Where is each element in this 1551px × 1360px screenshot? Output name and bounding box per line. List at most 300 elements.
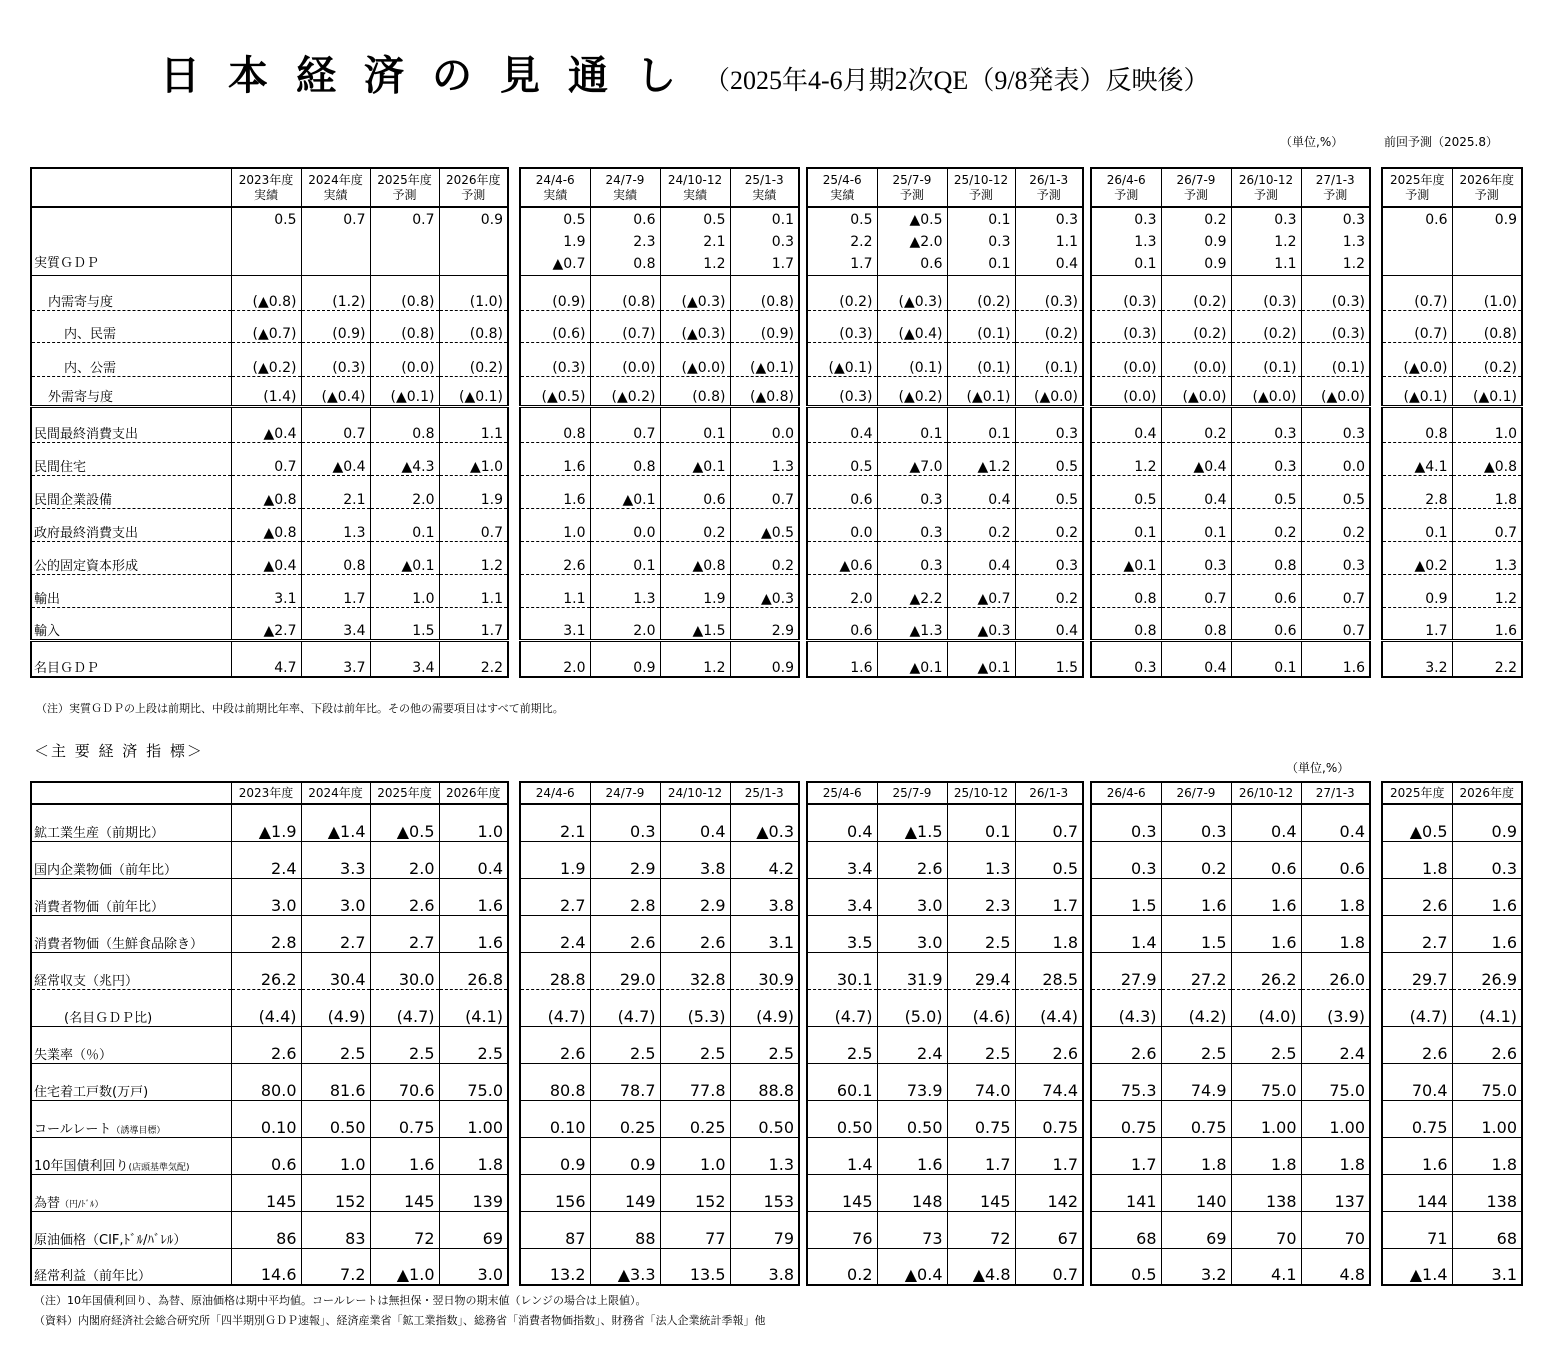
value-cell: 13.2: [549, 1265, 586, 1284]
value-cell: ▲0.4: [301, 442, 370, 475]
gdp-cell: [730, 207, 799, 275]
demand-row: [31, 541, 508, 574]
status-label: 予測: [968, 187, 993, 202]
row-label: [31, 1211, 231, 1248]
row-label-text: 原油価格（CIF,ﾄﾞﾙ/ﾊﾞﾚﾙ）: [34, 1232, 187, 1248]
value-cell: 0.2: [1301, 508, 1370, 541]
header-row: [520, 168, 799, 207]
value-cell: 86: [231, 1211, 301, 1248]
value-cell: (▲0.0): [1015, 376, 1083, 406]
indicators-table-group-0: [30, 781, 509, 1286]
row-label-text: 為替: [34, 1195, 61, 1211]
value-cell: 1.1: [439, 406, 508, 442]
status-label: 予測: [899, 187, 924, 202]
gdp-annualized: 1.3: [1342, 233, 1365, 250]
row-label: [31, 1026, 231, 1063]
value-cell: 0.2: [1161, 406, 1231, 442]
value-cell: 0.4: [807, 804, 877, 841]
gdp-qoq: ▲0.5: [909, 211, 943, 228]
value-cell: 0.0: [730, 406, 799, 442]
value-cell: 2.5: [807, 1026, 877, 1063]
real-gdp-row: [31, 207, 508, 275]
row-label: [31, 989, 231, 1026]
row-label-text: 消費者物価（生鮮食品除き）: [34, 936, 204, 952]
indicator-row: [1382, 804, 1522, 841]
column-header: 27/1-3: [1301, 782, 1370, 804]
value-cell: ▲0.1: [660, 442, 730, 475]
value-cell: (0.1): [1231, 342, 1301, 376]
value-cell: (▲0.5): [520, 376, 590, 406]
period-label: 2025年度: [1389, 172, 1445, 187]
value-cell: 28.5: [1015, 952, 1083, 989]
column-header: [370, 168, 439, 207]
value-cell: 0.2: [1015, 508, 1083, 541]
row-label: 輸出: [31, 574, 231, 607]
value-cell: 81.6: [301, 1063, 370, 1100]
indicator-row: [807, 1063, 1083, 1100]
period-label: 2026年度: [1459, 172, 1515, 187]
value-cell: 1.8: [1301, 1137, 1370, 1174]
value-cell: 3.0: [301, 878, 370, 915]
value-cell: 1.8: [1301, 915, 1370, 952]
value-cell: (0.3): [1091, 310, 1161, 342]
value-cell: (▲0.2): [590, 376, 660, 406]
value-cell: ▲1.0: [439, 442, 508, 475]
column-header: [1231, 168, 1301, 207]
value-cell: 0.3: [877, 475, 947, 508]
value-cell: 0.5: [1015, 475, 1083, 508]
value-cell: 2.5: [370, 1026, 439, 1063]
demand-row: [520, 541, 799, 574]
indicator-row: [31, 1063, 508, 1100]
value-cell: ▲0.8: [660, 541, 730, 574]
column-header: 26/10-12: [1231, 782, 1301, 804]
value-cell: 0.3: [877, 508, 947, 541]
period-label: 25/1-3: [744, 172, 784, 187]
value-cell: (4.7): [1382, 989, 1452, 1026]
indicators-table-group-1: [519, 781, 800, 1286]
value-cell: 145: [947, 1174, 1015, 1211]
column-header: 26/7-9: [1161, 782, 1231, 804]
contribution-row: [1382, 376, 1522, 406]
indicator-row: [1382, 1137, 1522, 1174]
value-cell: 2.3: [947, 878, 1015, 915]
indicator-row: [1382, 952, 1522, 989]
demand-row: [1382, 442, 1522, 475]
value-cell: 3.3: [301, 841, 370, 878]
status-label: 予測: [392, 187, 417, 202]
value-cell: 77.8: [660, 1063, 730, 1100]
value-cell: 0.2: [660, 508, 730, 541]
value-cell: 152: [301, 1174, 370, 1211]
value-cell: (0.3): [807, 376, 877, 406]
indicator-row: [1382, 1063, 1522, 1100]
value-cell: (0.3): [1301, 310, 1370, 342]
source-note: （資料）内閣府経済社会総合研究所「四半期別ＧＤＰ速報」、経済産業省「鉱工業指数」、総務省「消費者物価指数」、財務省「法人企業統計季報」他: [34, 1314, 766, 1327]
period-label: 2026年度: [445, 172, 501, 187]
demand-row: [807, 541, 1083, 574]
value-cell: 3.1: [231, 574, 301, 607]
value-cell: (0.2): [1161, 275, 1231, 310]
indicator-row: [807, 1248, 1083, 1285]
indicator-row: [1091, 1174, 1370, 1211]
row-label-text: 住宅着工戸数(万戸): [34, 1084, 149, 1100]
value-cell: (0.2): [1452, 342, 1522, 376]
demand-row: [807, 442, 1083, 475]
value-cell: 2.5: [660, 1026, 730, 1063]
indicator-row: [31, 841, 508, 878]
demand-row: [1091, 406, 1370, 442]
demand-row: [1091, 574, 1370, 607]
value-cell: 29.0: [590, 952, 660, 989]
value-cell: (4.9): [301, 989, 370, 1026]
value-cell: (0.8): [1452, 310, 1522, 342]
value-cell: (4.1): [1452, 989, 1522, 1026]
row-label-note: (店頭基準気配): [128, 1162, 190, 1173]
demand-row: [1091, 607, 1370, 640]
value-cell: 2.4: [877, 1026, 947, 1063]
column-header: [730, 168, 799, 207]
value-cell: 138: [1452, 1174, 1522, 1211]
value-cell: 2.7: [520, 878, 590, 915]
value-cell: 1.8: [1382, 841, 1452, 878]
value-cell: ▲1.5: [877, 804, 947, 841]
value-cell: 3.0: [231, 878, 301, 915]
value-cell: 2.6: [660, 915, 730, 952]
value-cell: 2.7: [301, 915, 370, 952]
status-label: 予測: [1323, 187, 1348, 202]
value-cell: 4.1: [1231, 1248, 1301, 1285]
value-cell: 1.6: [1161, 878, 1231, 915]
gdp-annualized: 2.1: [703, 233, 726, 250]
nominal-gdp-row: [31, 640, 508, 677]
value-cell: ▲0.1: [590, 475, 660, 508]
period-label: 2023年度: [238, 172, 294, 187]
indicator-row: [31, 1248, 508, 1285]
indicator-row: [31, 1026, 508, 1063]
value-cell: 30.1: [807, 952, 877, 989]
nominal-gdp-row: [1382, 640, 1522, 677]
indicators-section-title: ＜主 要 経 済 指 標＞: [34, 742, 204, 760]
value-cell: ▲1.4: [1409, 1265, 1448, 1284]
value-cell: (4.2): [1161, 989, 1231, 1026]
value-cell: 3.7: [301, 640, 370, 677]
value-cell: 75.0: [439, 1063, 508, 1100]
indicator-row: [520, 989, 799, 1026]
indicator-row: [1382, 1026, 1522, 1063]
value-cell: (▲0.1): [947, 376, 1015, 406]
period-label: 24/4-6: [535, 172, 575, 187]
indicator-row: [31, 1174, 508, 1211]
value-cell: (0.3): [1091, 275, 1161, 310]
bottom-note: （注）10年国債利回り、為替、原油価格は期中平均値。コールレートは無担保・翌日物の期末値（レンジの場合は上限値）。: [34, 1294, 647, 1307]
value-cell: 0.50: [807, 1100, 877, 1137]
column-header: 2026年度: [1452, 782, 1522, 804]
demand-row: [807, 406, 1083, 442]
value-cell: 1.5: [1015, 640, 1083, 677]
value-cell: (0.1): [947, 310, 1015, 342]
value-cell: ▲0.7: [947, 574, 1015, 607]
real-gdp-row: [1382, 207, 1522, 275]
value-cell: 1.6: [439, 915, 508, 952]
value-cell: 4.8: [1301, 1248, 1370, 1285]
demand-row: [1091, 442, 1370, 475]
gdp-annualized: ▲2.0: [909, 233, 943, 250]
value-cell: 148: [877, 1174, 947, 1211]
value-cell: 1.3: [730, 1137, 799, 1174]
value-cell: 0.25: [590, 1100, 660, 1137]
column-header: 26/4-6: [1091, 782, 1161, 804]
column-header: [1301, 168, 1370, 207]
value-cell: (0.8): [590, 275, 660, 310]
value-cell: 0.6: [807, 475, 877, 508]
indicator-row: [807, 841, 1083, 878]
value-cell: (4.7): [807, 989, 877, 1026]
row-label-text: 10年国債利回り: [34, 1158, 129, 1174]
gdp-yoy: [1385, 253, 1448, 275]
value-cell: (0.2): [1231, 310, 1301, 342]
value-cell: 2.6: [1382, 878, 1452, 915]
row-label: 実質ＧＤＰ: [31, 207, 231, 275]
value-cell: 1.3: [1452, 541, 1522, 574]
indicator-row: [31, 915, 508, 952]
period-label: 26/10-12: [1238, 172, 1294, 187]
value-cell: 153: [730, 1174, 799, 1211]
row-label: 公的固定資本形成: [31, 541, 231, 574]
status-label: 実績: [830, 187, 855, 202]
demand-row: [520, 508, 799, 541]
value-cell: 141: [1091, 1174, 1161, 1211]
value-cell: ▲1.2: [947, 442, 1015, 475]
value-cell: 0.2: [947, 508, 1015, 541]
value-cell: 0.3: [1231, 442, 1301, 475]
value-cell: 0.8: [1161, 607, 1231, 640]
value-cell: 0.7: [590, 406, 660, 442]
status-label: 予測: [1253, 187, 1278, 202]
value-cell: 2.6: [520, 1026, 590, 1063]
indicators-table-group-2: [806, 781, 1084, 1286]
value-cell: 2.6: [1452, 1026, 1522, 1063]
value-cell: (0.8): [660, 376, 730, 406]
value-cell: 3.5: [807, 915, 877, 952]
value-cell: 74.4: [1015, 1063, 1083, 1100]
row-label: 輸入: [31, 607, 231, 640]
value-cell: 2.4: [520, 915, 590, 952]
row-label-text: 国内企業物価（前年比）: [34, 862, 178, 878]
value-cell: ▲4.3: [370, 442, 439, 475]
contribution-row: [807, 275, 1083, 310]
status-label: 実績: [682, 187, 707, 202]
value-cell: 27.2: [1161, 952, 1231, 989]
value-cell: (▲0.2): [231, 342, 301, 376]
gdp-yoy: 0.1: [1134, 255, 1157, 272]
value-cell: 0.4: [947, 541, 1015, 574]
value-cell: 69: [1161, 1211, 1231, 1248]
value-cell: 0.75: [947, 1100, 1015, 1137]
gdp-qoq: 0.5: [563, 211, 586, 228]
value-cell: 1.0: [660, 1137, 730, 1174]
value-cell: ▲0.3: [947, 607, 1015, 640]
gdp-annualized: 1.2: [1274, 233, 1297, 250]
demand-row: [807, 508, 1083, 541]
value-cell: ▲0.3: [730, 804, 799, 841]
value-cell: 0.4: [1091, 406, 1161, 442]
value-cell: 0.4: [1301, 804, 1370, 841]
value-cell: 4.7: [231, 640, 301, 677]
value-cell: 0.8: [370, 406, 439, 442]
contribution-row: [520, 275, 799, 310]
value-cell: 1.4: [807, 1137, 877, 1174]
value-cell: 1.7: [1382, 607, 1452, 640]
value-cell: 3.1: [1452, 1248, 1522, 1285]
value-cell: 0.6: [807, 607, 877, 640]
value-cell: 1.8: [1231, 1137, 1301, 1174]
value-cell: 1.6: [877, 1137, 947, 1174]
gdp-cell: [947, 207, 1015, 275]
value-cell: 3.8: [730, 1248, 799, 1285]
period-label: 27/1-3: [1315, 172, 1355, 187]
value-cell: (0.3): [1231, 275, 1301, 310]
value-cell: 75.3: [1091, 1063, 1161, 1100]
header-corner: [31, 782, 231, 804]
column-header: 26/1-3: [1015, 782, 1083, 804]
value-cell: (▲0.8): [730, 376, 799, 406]
value-cell: 28.8: [520, 952, 590, 989]
value-cell: (0.8): [439, 310, 508, 342]
top-unit-label: （単位,%）: [1280, 135, 1344, 149]
value-cell: (1.0): [1452, 275, 1522, 310]
value-cell: 7.2: [301, 1248, 370, 1285]
value-cell: 0.8: [520, 406, 590, 442]
value-cell: 79: [730, 1211, 799, 1248]
status-label: 予測: [1183, 187, 1208, 202]
value-cell: (4.0): [1231, 989, 1301, 1026]
value-cell: ▲0.5: [730, 508, 799, 541]
period-label: 26/4-6: [1106, 172, 1146, 187]
gdp-annualized: 1.1: [1055, 233, 1078, 250]
value-cell: 0.3: [590, 804, 660, 841]
value-cell: (▲0.0): [1231, 376, 1301, 406]
value-cell: (▲0.0): [1301, 376, 1370, 406]
value-cell: 26.2: [1231, 952, 1301, 989]
column-header: [439, 168, 508, 207]
value-cell: 74.0: [947, 1063, 1015, 1100]
value-cell: 0.50: [301, 1100, 370, 1137]
value-cell: 29.7: [1382, 952, 1452, 989]
gdp-yoy: [442, 253, 504, 275]
row-label-text: (名目ＧＤＰ比): [64, 1010, 153, 1026]
indicator-row: [520, 804, 799, 841]
value-cell: 0.1: [1161, 508, 1231, 541]
indicator-row: [1382, 878, 1522, 915]
value-cell: (0.3): [1015, 275, 1083, 310]
value-cell: 31.9: [877, 952, 947, 989]
value-cell: 1.6: [520, 475, 590, 508]
value-cell: 26.9: [1452, 952, 1522, 989]
header-row: [1382, 168, 1522, 207]
value-cell: ▲0.4: [1161, 442, 1231, 475]
value-cell: 2.6: [1382, 1026, 1452, 1063]
value-cell: 1.7: [301, 574, 370, 607]
status-label: 実績: [612, 187, 637, 202]
value-cell: (▲0.7): [231, 310, 301, 342]
value-cell: 77: [660, 1211, 730, 1248]
gdp-annualized: [234, 231, 297, 253]
column-header: 25/4-6: [807, 782, 877, 804]
value-cell: 156: [520, 1174, 590, 1211]
indicator-row: [520, 841, 799, 878]
row-label-note: （円/ﾄﾞﾙ）: [60, 1199, 104, 1210]
value-cell: 0.0: [590, 508, 660, 541]
value-cell: 0.1: [590, 541, 660, 574]
value-cell: (5.3): [660, 989, 730, 1026]
indicator-row: [1382, 915, 1522, 952]
gdp-yoy: 1.7: [771, 255, 794, 272]
row-label-text: 経常利益（前年比）: [34, 1269, 152, 1284]
gdp-qoq: 0.9: [480, 211, 503, 228]
demand-row: [1382, 406, 1522, 442]
value-cell: 0.8: [1382, 406, 1452, 442]
gdp-annualized: [442, 231, 504, 253]
title-sub: （2025年4-6月期2次QE（9/8発表）反映後）: [704, 66, 1210, 95]
value-cell: (0.1): [877, 342, 947, 376]
value-cell: ▲1.3: [877, 607, 947, 640]
value-cell: 1.6: [850, 660, 873, 676]
value-cell: 149: [590, 1174, 660, 1211]
nominal-gdp-row: [807, 640, 1083, 677]
value-cell: 0.7: [231, 442, 301, 475]
value-cell: 1.2: [1091, 442, 1161, 475]
value-cell: (▲0.1): [439, 376, 508, 406]
top-note: （注）実質ＧＤＰの上段は前期比、中段は前期比年率、下段は前年比。その他の需要項目はすべて前期比。: [36, 702, 564, 715]
gdp-yoy: [1455, 253, 1518, 275]
value-cell: 1.0: [520, 508, 590, 541]
gdp-qoq: 0.1: [771, 211, 794, 228]
gdp-annualized: [1385, 231, 1448, 253]
column-header: [660, 168, 730, 207]
value-cell: 73: [877, 1211, 947, 1248]
value-cell: 1.8: [1452, 475, 1522, 508]
period-label: 2025年度: [377, 172, 432, 187]
gdp-qoq: 0.3: [1342, 211, 1365, 228]
contribution-row: [31, 376, 508, 406]
value-cell: 0.2: [847, 1265, 873, 1284]
contribution-row: [520, 376, 799, 406]
demand-row: [520, 406, 799, 442]
value-cell: 0.75: [1015, 1100, 1083, 1137]
gdp-yoy: 0.1: [988, 255, 1011, 272]
value-cell: 1.1: [439, 574, 508, 607]
value-cell: 0.7: [1161, 574, 1231, 607]
column-header: 2025年度: [370, 782, 439, 804]
indicator-row: [1382, 1100, 1522, 1137]
value-cell: (0.2): [439, 342, 508, 376]
period-label: 26/1-3: [1029, 172, 1069, 187]
value-cell: 1.4: [1091, 915, 1161, 952]
value-cell: 2.6: [520, 541, 590, 574]
value-cell: ▲1.4: [301, 804, 370, 841]
real-gdp-row: [520, 207, 799, 275]
value-cell: (4.7): [590, 989, 660, 1026]
value-cell: 0.25: [660, 1100, 730, 1137]
row-label-note: （誘導目標）: [111, 1125, 166, 1136]
value-cell: 2.5: [439, 1026, 508, 1063]
value-cell: 1.7: [439, 607, 508, 640]
value-cell: 69: [439, 1211, 508, 1248]
indicator-row: [807, 989, 1083, 1026]
value-cell: 1.0: [1452, 406, 1522, 442]
row-label: 内、公需: [31, 342, 231, 376]
